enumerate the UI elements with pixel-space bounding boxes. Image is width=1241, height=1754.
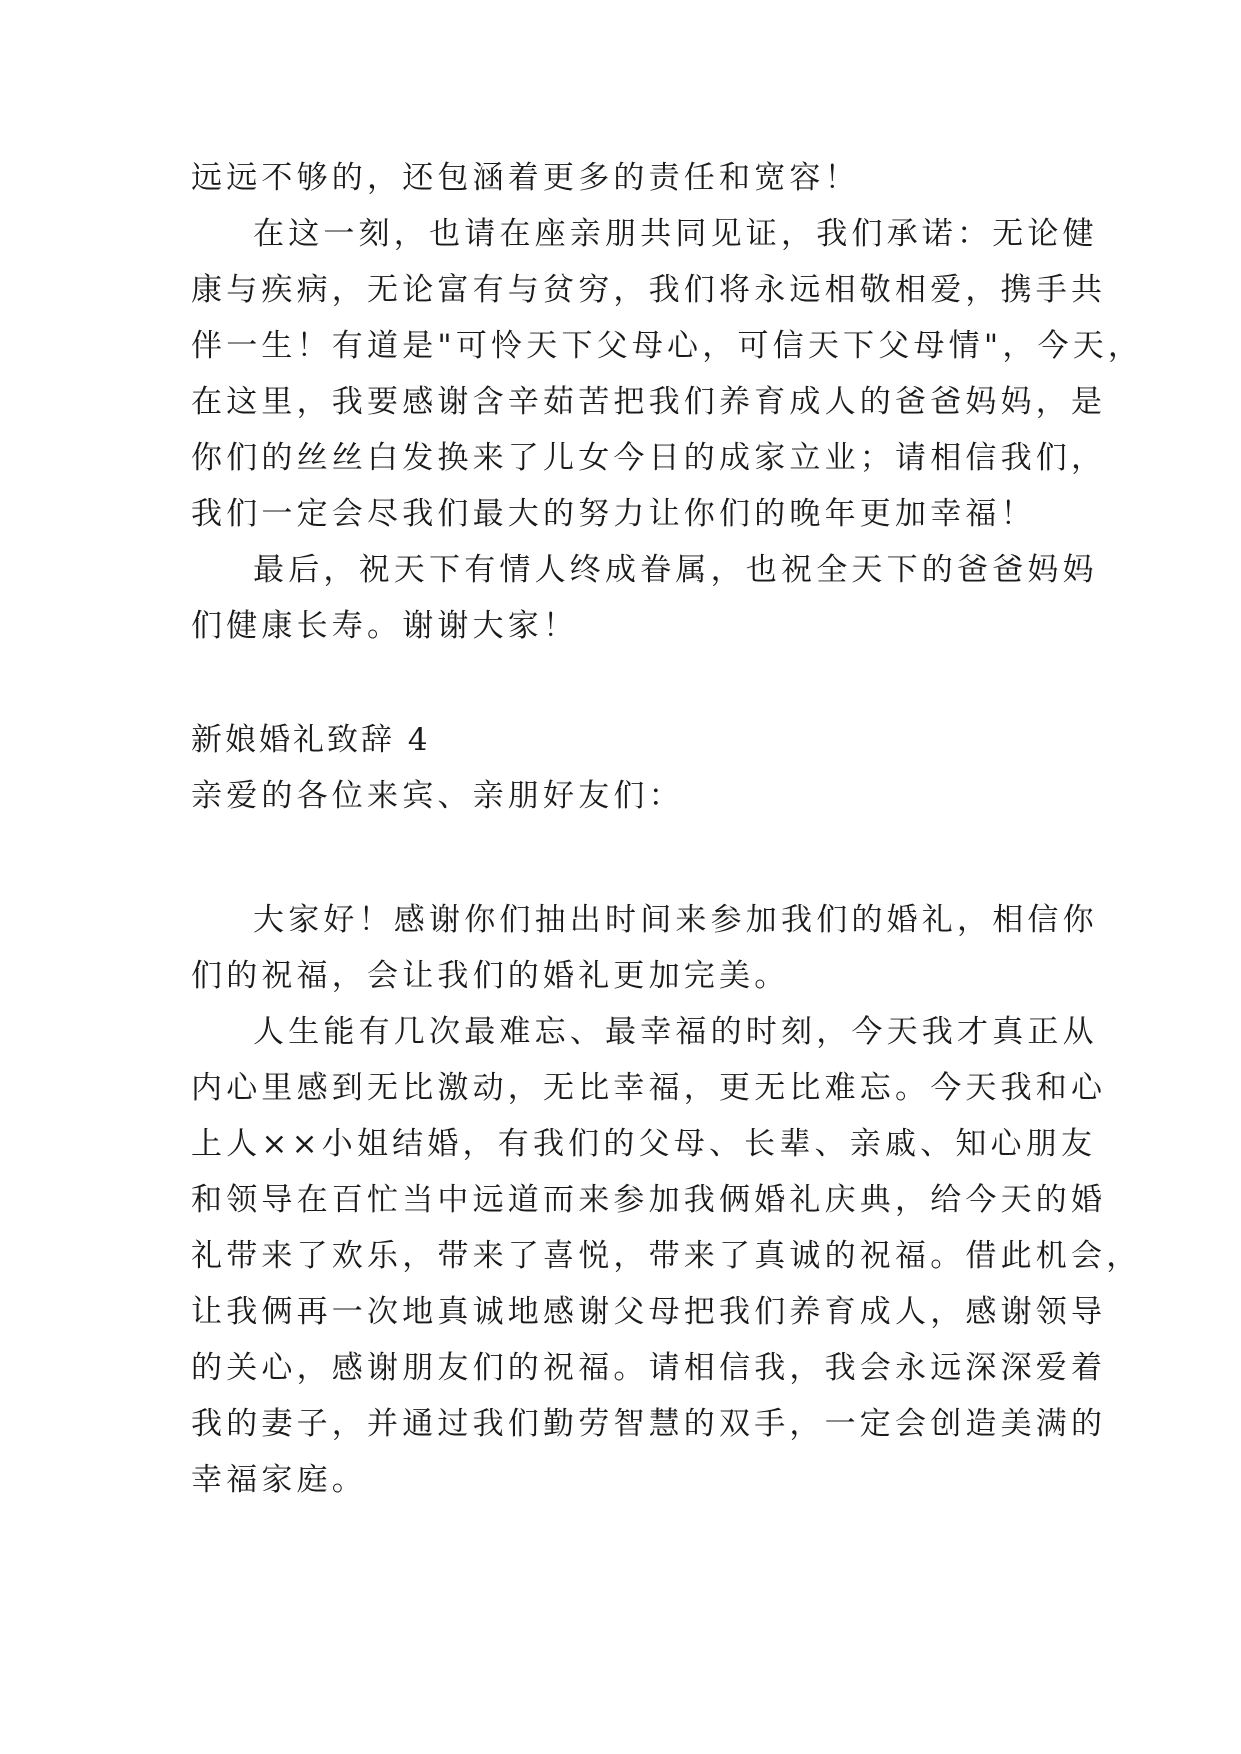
text-line: 礼带来了欢乐，带来了喜悦，带来了真诚的祝福。借此机会， [191, 1238, 1142, 1274]
paragraph-first-line: 最后，祝天下有情人终成眷属，也祝全天下的爸爸妈妈 [253, 552, 1098, 588]
text-line: 上人××小姐结婚，有我们的父母、长辈、亲戚、知心朋友 [191, 1126, 1097, 1162]
text-line: 在这里，我要感谢含辛茹苦把我们养育成人的爸爸妈妈，是 [191, 384, 1107, 420]
text-line: 的关心，感谢朋友们的祝福。请相信我，我会永远深深爱着 [191, 1350, 1107, 1386]
text-line: 我们一定会尽我们最大的努力让你们的晚年更加幸福！ [191, 496, 1036, 532]
text-line: 让我俩再一次地真诚地感谢父母把我们养育成人，感谢领导 [191, 1294, 1107, 1330]
text-line: 伴一生！有道是"可怜天下父母心，可信天下父母情"，今天， [191, 328, 1144, 364]
text-line: 远远不够的，还包涵着更多的责任和宽容！ [191, 160, 860, 196]
text-line: 内心里感到无比激动，无比幸福，更无比难忘。今天我和心 [191, 1070, 1107, 1106]
text-line: 和领导在百忙当中远道而来参加我俩婚礼庆典，给今天的婚 [191, 1182, 1107, 1218]
text-line: 们健康长寿。谢谢大家！ [191, 608, 579, 644]
salutation: 亲爱的各位来宾、亲朋好友们： [191, 778, 684, 814]
text-line: 我的妻子，并通过我们勤劳智慧的双手，一定会创造美满的 [191, 1406, 1107, 1442]
section-title: 新娘婚礼致辞 4 [191, 722, 431, 758]
paragraph-first-line: 在这一刻，也请在座亲朋共同见证，我们承诺：无论健 [253, 216, 1098, 252]
paragraph-first-line: 大家好！感谢你们抽出时间来参加我们的婚礼，相信你 [253, 902, 1098, 938]
text-line: 你们的丝丝白发换来了儿女今日的成家立业；请相信我们， [191, 440, 1107, 476]
paragraph-first-line: 人生能有几次最难忘、最幸福的时刻，今天我才真正从 [253, 1014, 1098, 1050]
text-line: 们的祝福，会让我们的婚礼更加完美。 [191, 958, 790, 994]
text-line: 幸福家庭。 [191, 1462, 367, 1498]
text-line: 康与疾病，无论富有与贫穷，我们将永远相敬相爱，携手共 [191, 272, 1107, 308]
